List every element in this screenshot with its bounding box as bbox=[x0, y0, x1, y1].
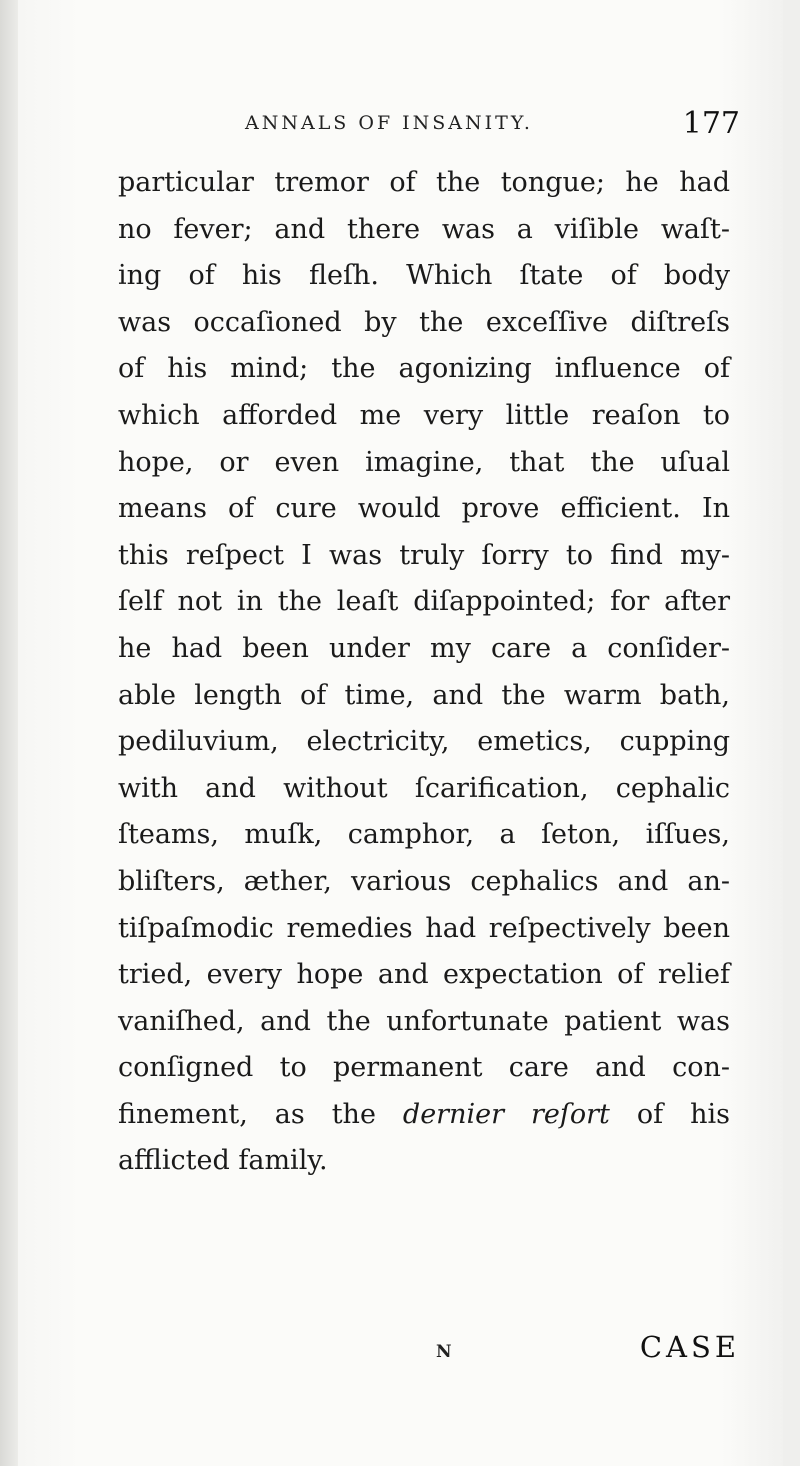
text-line: vaniſhed, and the unfortunate patient was bbox=[118, 1005, 730, 1037]
text-line: he had been under my care a conſider- bbox=[118, 632, 730, 664]
text-line: ſelf not in the leaſt diſappointed; for after bbox=[118, 586, 730, 618]
body-text bbox=[118, 160, 730, 1185]
catchword: CASE bbox=[639, 1330, 740, 1364]
page-header bbox=[245, 106, 740, 146]
text-line-final: afflicted family. bbox=[118, 1145, 328, 1177]
text-line: conſigned to permanent care and con- bbox=[118, 1052, 730, 1084]
text-line: tried, every hope and expectation of relief bbox=[118, 959, 730, 991]
text-line: which afforded me very little reaſon to bbox=[118, 399, 730, 431]
text-line: no fever; and there was a viſible waſt- bbox=[118, 213, 730, 245]
text-line: of his mind; the agonizing influence of bbox=[118, 353, 730, 385]
text-line: pediluvium, electricity, emetics, cupping bbox=[118, 726, 730, 758]
text-line: this reſpect I was truly ſorry to find my- bbox=[118, 539, 730, 571]
text-line: was occaſioned by the exceſſive diſtreſs bbox=[118, 306, 730, 338]
line-text-end: of his bbox=[609, 1098, 730, 1130]
text-line: hope, or even imagine, that the uſual bbox=[118, 446, 730, 478]
line-text-start: finement, as the bbox=[118, 1098, 403, 1130]
book-gutter bbox=[0, 0, 18, 1466]
text-line: particular tremor of the tongue; he had bbox=[118, 167, 730, 198]
text-line: bliſters, æther, various cephalics and an- bbox=[118, 865, 730, 897]
page-footer bbox=[118, 1330, 740, 1370]
text-line-with-italic bbox=[118, 1092, 730, 1139]
italic-phrase: dernier reſort bbox=[402, 1098, 610, 1130]
text-line: with and without ſcarification, cephalic bbox=[118, 772, 730, 804]
text-line: tiſpaſmodic remedies had reſpectively been bbox=[118, 912, 730, 944]
running-head: ANNALS OF INSANITY. bbox=[245, 112, 533, 134]
text-line: means of cure would prove efficient. In bbox=[118, 493, 730, 525]
text-line: ing of his fleſh. Which ſtate of body bbox=[118, 260, 730, 292]
signature-mark: N bbox=[436, 1342, 452, 1362]
text-line: able length of time, and the warm bath, bbox=[118, 679, 730, 711]
text-line: ſteams, muſk, camphor, a ſeton, iſſues, bbox=[118, 819, 730, 851]
page-number: 177 bbox=[682, 106, 740, 141]
